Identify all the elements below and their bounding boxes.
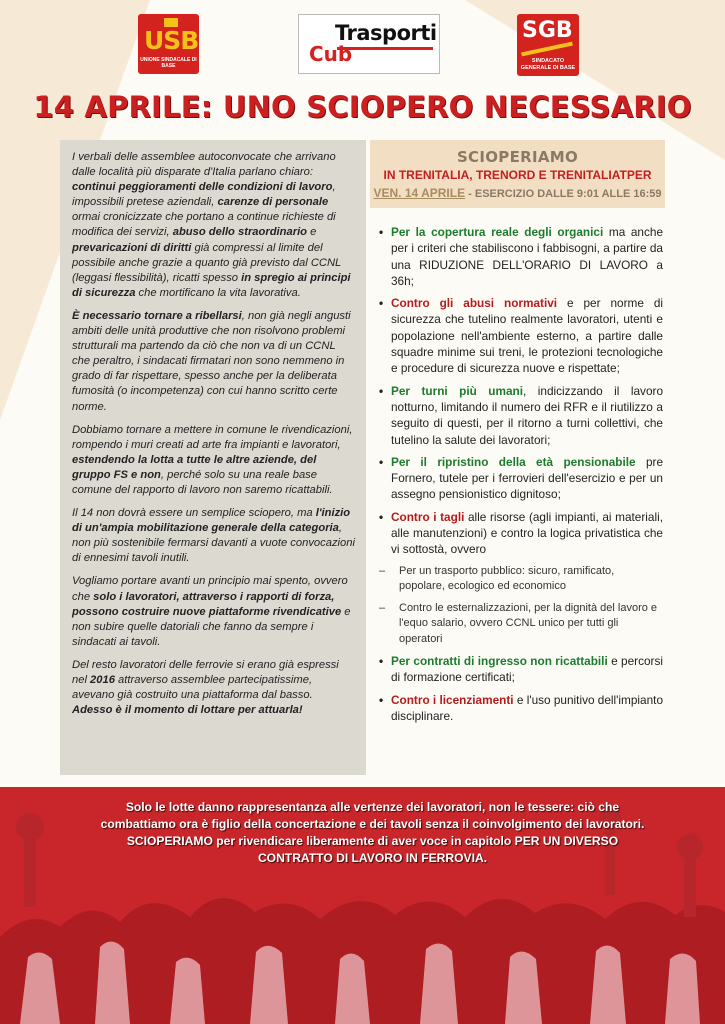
arrow-icon bbox=[521, 42, 573, 57]
item-text: ma anche per i criteri che stabiliscono i fabbisogni, a partire da una RIDUZIONE DELL'ORARIO DI LAVORO a 36h; bbox=[391, 225, 664, 288]
list-item bbox=[378, 454, 663, 503]
paragraph-4 bbox=[72, 506, 356, 566]
item-text: e l'uso punitivo dell'impianto disciplinare. bbox=[391, 692, 664, 724]
demands-list bbox=[378, 224, 663, 730]
text-span: ormai cronicizzate che portano a continue richieste di modifica dei servizi, bbox=[72, 211, 336, 239]
text-span: Il 14 non dovrà essere un semplice sciopero, ma bbox=[72, 507, 316, 520]
text-span: già compressi al limite del possibile anche grazie a quanto già previsto dal CCNL (leggasi flessibilità), ricatti spesso bbox=[72, 241, 342, 284]
cub-logo-text-bottom: Cub bbox=[309, 42, 353, 66]
banner-text: Solo le lotte danno rappresentanza alle vertenze dei lavoratori, non le tessere: ciò che combattiamo ora è figlio della concertazione e dei tavoli senza il coinvolgimento dei lavoratori. SCIOPERIAMO per rivendicare liberamente di aver voce in capitolo PER UN DIVERSO CONTRATTO DI LAVORO IN FERROVIA. bbox=[100, 800, 645, 865]
text-span: , perché solo su una reale base comune del rapporto di lavoro non saremo ricattabili. bbox=[72, 468, 333, 496]
text-span: , non più sostenibile fermarsi davanti a vuote convocazioni di ennesimi tavoli inutili. bbox=[72, 522, 355, 565]
sgb-logo bbox=[517, 14, 579, 76]
strike-title: SCIOPERIAMO bbox=[456, 148, 579, 166]
list-item bbox=[378, 295, 663, 376]
bold-span: continui peggioramenti delle condizioni di lavoro bbox=[72, 181, 333, 194]
item-lead: Contro i tagli bbox=[391, 509, 465, 524]
strike-date: VEN. 14 APRILE bbox=[373, 186, 466, 200]
sgb-logo-subtitle: SINDACATO GENERALE DI BASE bbox=[520, 58, 576, 71]
strike-hours: - ESERCIZIO DALLE 9:01 ALLE 16:59 bbox=[465, 188, 662, 200]
item-lead: Per la copertura reale degli organici bbox=[391, 225, 604, 239]
item-text: alle risorse (agli impianti, ai materiali, alle manutenzioni) e contro la logica privatistica che vi sottostà, ovvero bbox=[391, 509, 663, 557]
bold-span: Adesso è il momento di lottare per attuarla! bbox=[72, 704, 303, 717]
item-text: pre Fornero, tutele per i ferrovieri dell'esercizio e per un assegno pensionistico dignitoso; bbox=[391, 454, 664, 502]
sgb-logo-text: SGB bbox=[522, 18, 573, 43]
paragraph-2 bbox=[72, 309, 356, 415]
item-text: e percorsi di formazione certificati; bbox=[391, 654, 663, 685]
strike-info-box bbox=[370, 140, 665, 208]
bold-span: abuso dello straordinario bbox=[172, 226, 308, 239]
usb-logo-text: USB bbox=[144, 26, 199, 55]
cub-trasporti-logo bbox=[298, 14, 440, 74]
bold-span: solo i lavoratori, attraverso i rapporti di forza, possono costruire nuove piattaforme rivendicative bbox=[72, 590, 342, 618]
list-item bbox=[378, 224, 663, 289]
item-lead: Contro gli abusi normativi bbox=[391, 296, 558, 311]
sub-list-item: – Per un trasporto pubblico: sicuro, ramificato, popolare, ecologico ed economico bbox=[378, 564, 663, 595]
page-title: 14 APRILE: UNO SCIOPERO NECESSARIO bbox=[33, 90, 692, 124]
bold-span: carenze di personale bbox=[217, 196, 329, 209]
strike-date-line bbox=[370, 186, 665, 200]
text-span: , non già negli angusti ambiti delle unità produttive che non risolvono problemi strutturali ma partendo da ciò che non va di un CCNL che peraltro, i sindacati firmatari non sono nemmeno in grado di far rispettare, spesso anche per la deliberata fumosità (o incompetenza) con cui hanno scritto certe norme. bbox=[72, 309, 351, 413]
paragraph-3 bbox=[72, 423, 356, 498]
bold-span: 2016 bbox=[90, 674, 115, 686]
item-lead: Per contratti di ingresso non ricattabili bbox=[391, 654, 608, 669]
text-span: , impossibili pretese aziendali, bbox=[72, 181, 336, 209]
bold-span: prevaricazioni di diritti bbox=[72, 241, 192, 254]
strike-companies: IN TRENITALIA, TRENORD E TRENITALIATPER bbox=[383, 168, 652, 182]
text-span: Vogliamo portare avanti un principio mai spento, ovvero che bbox=[72, 575, 348, 603]
bold-span: È necessario tornare a ribellarsi bbox=[72, 309, 242, 322]
item-text: e per norme di sicurezza che tutelino realmente lavoratori, utenti e popolazione nell'ambiente esterno, a partire dalle squadre minime sui treni, le protezioni tecnologiche e procedure di sicurezza nuove e rispettate; bbox=[391, 296, 663, 376]
item-text: , indicizzando il lavoro notturno, limitando il numero dei RFR e il riutilizzo a seguito di questi, per il ritorno a turni collettivi, che tutelino la salute dei lavoratori; bbox=[391, 383, 663, 447]
cub-logo-text-top: Trasporti bbox=[335, 21, 437, 45]
text-span: attraverso assemblee partecipatissime, avevano già costruito una piattaforma dal basso. bbox=[72, 674, 313, 702]
sub-list-item: – Contro le esternalizzazioni, per la dignità del lavoro e l'equo salario, ovvero CCNL unico per tutti gli operatori bbox=[378, 601, 663, 648]
list-item bbox=[378, 653, 663, 686]
item-lead: Contro i licenziamenti bbox=[391, 692, 514, 707]
background-shape-right bbox=[465, 0, 725, 160]
bold-span: in spregio ai principi di sicurezza bbox=[72, 271, 351, 299]
paragraph-1 bbox=[72, 150, 356, 301]
text-span: e non subire quelle datoriali che fanno da sempre i sindacati ai tavoli. bbox=[72, 605, 351, 648]
intro-text-column bbox=[60, 140, 366, 775]
text-span: e bbox=[307, 226, 317, 239]
text-span: che mortificano la vita lavorativa. bbox=[135, 286, 301, 299]
text-span: I verbali delle assemblee autoconvocate che arrivano dalle località più disparate d'Italia parlano chiaro: bbox=[72, 151, 336, 179]
usb-logo-subtitle: UNIONE SINDACALE DI BASE bbox=[140, 57, 197, 69]
item-lead: Per turni più umani bbox=[391, 383, 524, 398]
list-item bbox=[378, 383, 663, 448]
text-span: Dobbiamo tornare a mettere in comune le rivendicazioni, rompendo i muri creati ad arte fra impianti e lavoratori, bbox=[72, 423, 353, 451]
text-span: Del resto lavoratori delle ferrovie si erano già espressi nel bbox=[72, 658, 339, 686]
bold-span: l'inizio di un'ampia mobilitazione generale della categoria bbox=[72, 507, 351, 535]
list-item bbox=[378, 692, 663, 725]
paragraph-5 bbox=[72, 574, 356, 649]
usb-logo bbox=[138, 14, 199, 74]
bold-span: estendendo la lotta a tutte le altre aziende, del gruppo FS e non bbox=[72, 453, 317, 481]
protest-banner bbox=[0, 787, 725, 1024]
paragraph-6 bbox=[72, 658, 356, 718]
item-lead: Per il ripristino della età pensionabile bbox=[391, 454, 636, 469]
list-item bbox=[378, 509, 663, 558]
